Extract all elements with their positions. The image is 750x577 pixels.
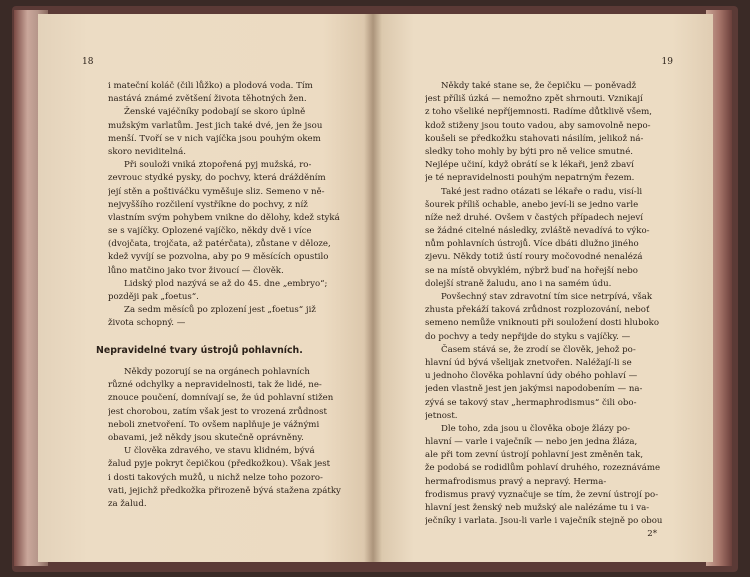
text-line: mužským varlatům. Jest jich také dvé, jen že jsou — [108, 120, 323, 131]
text-line: jest příliš úzká — nemožno zpět shrnouti. Vznikají — [425, 94, 643, 105]
text-line: různé odchylky a nepravidelnosti, tak že lidé, ne- — [108, 380, 322, 391]
text-line: frodismus pravý vyznačuje se tím, že zevní ústrojí po- — [425, 489, 659, 500]
section-heading: Nepravidelné tvary ústrojů pohlavních. — [96, 345, 303, 356]
text-line: skoro neviditelná. — [108, 146, 186, 157]
text-line: menší. Tvoří se v nich vajíčka jsou pouhým okem — [108, 133, 321, 144]
text-line: U člověka zdravého, ve stavu klidném, bývá — [124, 446, 315, 457]
text-line: u jednoho člověka pohlavní údy obého pohlaví — — [425, 371, 638, 382]
text-line: nejvyššího rozčilení vystříkne do pochvy, z níž — [108, 199, 308, 210]
text-line: Ženské vajéčníky podobají se skoro úplně — [124, 107, 306, 118]
page-number: 18 — [82, 57, 94, 67]
text-line: je té nepravidelnosti pouhým nepatrným řezem. — [425, 173, 635, 184]
text-line: zjevu. Někdy totiž ústí roury močovodné nenalézá — [425, 252, 643, 263]
text-line: nům pohlavních ústrojů. Více dbáti dlužno jiného — [425, 239, 639, 250]
text-line: neboli znetvoření. To ovšem naplňuje je vážnými — [108, 419, 320, 430]
text-line: lůno matčino jako tvor živoucí — člověk. — [108, 265, 284, 276]
text-line: ale při tom zevní ústrojí pohlavní jest změněn tak, — [425, 450, 644, 461]
text-line: zevrouc stydké pysky, do pochvy, která drážděním — [108, 173, 326, 184]
page-number: 19 — [661, 57, 673, 67]
text-line: nastává známé zvětšení života těhotných žen. — [108, 94, 307, 105]
text-line: Časem stává se, že zrodí se člověk, jehož po- — [441, 344, 636, 355]
text-line: že podobá se rodidlům pohlaví druhého, rozeznáváme — [425, 463, 661, 474]
text-line: dolejší straně žaludu, ano i na samém údu. — [425, 278, 612, 289]
text-line: jest chorobou, zatím však jest to vrozená zrůdnost — [108, 406, 327, 417]
left-page-lower-text — [108, 366, 370, 511]
text-line: života schopný. — — [108, 318, 186, 329]
text-line: sledky toho mohly by býti pro ně velice smutné. — [425, 146, 634, 157]
text-line: Dle toho, zda jsou u člověka oboje žlázy po- — [441, 423, 631, 434]
text-line: koušeli se předkožku stahovati násilím, jelikož ná- — [425, 133, 644, 144]
text-line: jeden vlastně jest jen jakýmsi napodobením — na- — [425, 384, 643, 395]
text-line: žalud pyje pokryt čepičkou (předkožkou). Však jest — [108, 459, 331, 470]
text-line: šourek příliš ochable, anebo jeví-li se jedno varle — [425, 199, 639, 210]
text-line: kdež vyvíjí se pozvolna, aby po 9 měsících opustilo — [108, 252, 329, 263]
text-line: hlavní jest ženský neb mužský ale nalézáme tu i va- — [425, 503, 650, 513]
text-line: jetnost. — [425, 410, 458, 421]
text-line: Někdy také stane se, že čepičku — poněvadž — [441, 81, 637, 91]
text-line: Lidský plod nazývá se až do 45. dne „embryo“; — [124, 278, 328, 289]
text-line: Také jest radno otázati se lékaře o radu, visí-li — [441, 186, 643, 197]
text-line: i dosti takových mužů, u nichž nelze toho pozoro- — [108, 472, 323, 483]
text-line: se žádné citelné následky, zvláště nevadívá to výko- — [425, 226, 650, 237]
text-line: znouce poučení, domnívají se, že úd pohlavní stižen — [108, 393, 334, 404]
text-line: (dvojčata, trojčata, až patérčata), zůstane v děloze, — [108, 239, 331, 250]
text-line: se s vajíčky. Oplozené vajíčko, někdy dvě i více — [108, 226, 312, 237]
text-line: zývá se takový stav „hermaphrodismus“ čili obo- — [425, 397, 637, 408]
text-line: hlavní — varle i vaječník — nebo jen jedna žláza, — [425, 437, 638, 448]
text-line: kdož stiženy jsou touto vadou, aby samovolně nepo- — [425, 120, 651, 131]
text-line: obavami, jež někdy jsou skutečně oprávněny. — [108, 432, 304, 443]
text-line: její stěn a poštiváčku vyměšuje sliz. Semeno v ně- — [108, 186, 325, 197]
right-page — [373, 14, 713, 562]
text-line: vati, jejichž předkožka přirozeně bývá stažena zpátky — [108, 485, 341, 496]
text-line: vlastním svým pohybem vnikne do dělohy, kdež styká — [108, 212, 340, 223]
text-line: z toho všeliké nepříjemnosti. Radíme důtklivě všem, — [425, 107, 652, 118]
text-line: níže než druhé. Ovšem v častých případech nejeví — [425, 212, 643, 223]
book-gutter — [364, 14, 382, 562]
text-line: později pak „foetus“. — [108, 292, 199, 302]
text-line: hlavní úd bývá všelijak znetvořen. Naléžají-li se — [425, 357, 632, 368]
text-line: semeno nemůže vniknouti při souložení dosti hluboko — [425, 318, 659, 329]
right-page-text — [425, 80, 683, 528]
text-line: Při souloži vniká ztopořená pyj mužská, ro- — [124, 160, 312, 171]
text-line: do pochvy a tedy nepřijde do styku s vajíčky. — — [425, 331, 631, 342]
text-line: i mateční koláč (čili lůžko) a plodová voda. Tím — [108, 81, 313, 91]
text-line: za žalud. — [108, 498, 147, 509]
text-line: Nejlépe učiní, když obrátí se k lékaři, jenž zbaví — [425, 160, 634, 171]
text-line: Někdy pozorují se na orgánech pohlavních — [124, 367, 310, 377]
signature-mark: 2* — [647, 529, 657, 539]
text-line: Za sedm měsíců po zplození jest „foetus“ již — [124, 305, 316, 316]
text-line: ječníky i varlata. Jsou-li varle i vaječník stejně po obou — [425, 516, 663, 527]
text-line: hermafrodismus pravý a nepravý. Herma- — [425, 476, 607, 487]
text-line: se na místě obvyklém, nýbrž buď na hořejší nebo — [425, 265, 638, 276]
text-line: zhusta překáží taková zrůdnost rozplozování, neboť — [425, 305, 650, 316]
left-page — [38, 14, 373, 562]
text-line: Povšechný stav zdravotní tím sice netrpívá, však — [441, 292, 653, 302]
left-page-text — [108, 80, 370, 331]
